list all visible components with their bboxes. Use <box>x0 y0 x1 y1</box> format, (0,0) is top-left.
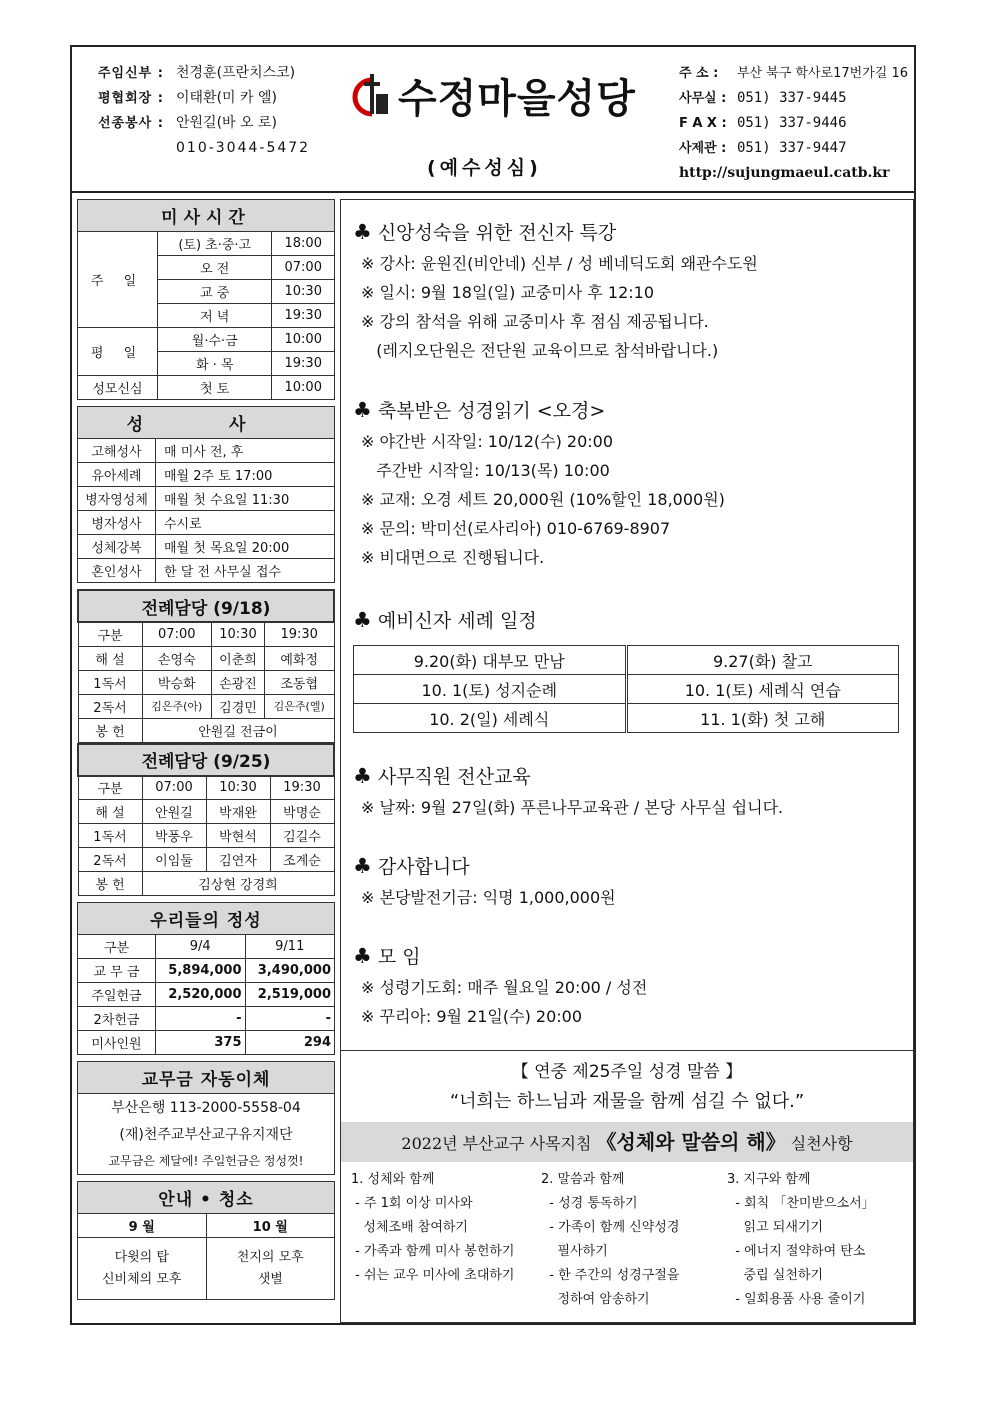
notice-meetings <box>353 942 647 1031</box>
mass-cell: 저 녁 <box>158 304 272 328</box>
liturgy-cell: 박재완 <box>206 800 270 824</box>
notice-baptism <box>353 606 537 637</box>
schedule-cell: 10. 1(토) 성지순례 <box>354 675 627 704</box>
fax-number: 051) 337-9446 <box>736 115 847 131</box>
liturgy-cell: 이임둘 <box>142 848 206 872</box>
liturgy-cell: 19:30 <box>264 622 334 646</box>
funeral-name: 안원길(바 오 로) <box>176 115 277 131</box>
baptism-schedule-table <box>353 645 899 733</box>
liturgy-cell: 김상현 강경희 <box>142 872 334 896</box>
policy-line: 필사하기 <box>541 1244 608 1259</box>
notice-it-training <box>353 762 783 822</box>
liturgy-cell: 1독서 <box>78 824 142 848</box>
notice-title: 예비신자 세례 일정 <box>377 610 537 632</box>
club-icon: ♣ <box>353 398 372 422</box>
liturgy-cell: 박풍우 <box>142 824 206 848</box>
liturgy-cell: 박명순 <box>270 800 334 824</box>
verse-title: 【 연중 제25주일 성경 말씀 】 <box>511 1062 743 1082</box>
liturgy-cell: 손영숙 <box>142 646 212 670</box>
sacrament-time: 매 미사 전, 후 <box>156 439 335 463</box>
sacraments-title: 성 사 <box>78 407 335 439</box>
notice-line: (레지오단원은 전단원 교육이므로 참석바랍니다.) <box>361 341 719 360</box>
website-link[interactable]: http://sujungmaeul.catb.kr <box>678 165 890 181</box>
club-icon: ♣ <box>353 220 372 244</box>
notice-line: ※ 비대면으로 진행됩니다. <box>361 548 545 567</box>
office-phone: 051) 337-9445 <box>736 90 847 106</box>
schedule-cell: 11. 1(화) 첫 고해 <box>626 704 899 733</box>
offering-cell: 3,490,000 <box>245 959 335 983</box>
cleaning-month: 9 월 <box>78 1214 207 1238</box>
sacrament-time: 한 달 전 사무실 접수 <box>156 559 335 583</box>
funeral-label: 선종봉사 : <box>98 116 164 131</box>
sacrament-name: 혼인성사 <box>78 559 156 583</box>
verse-text: “너희는 하느님과 재물을 함께 섬길 수 없다.” <box>449 1091 805 1112</box>
address-label: 주 소 : <box>678 66 719 81</box>
cleaning-month: 10 월 <box>206 1214 335 1238</box>
notice-line: ※ 꾸리아: 9월 21일(수) 20:00 <box>361 1007 583 1026</box>
policy-line: - 쉬는 교우 미사에 초대하기 <box>351 1268 515 1283</box>
offering-cell: 2,519,000 <box>245 983 335 1007</box>
header <box>72 47 914 193</box>
pastoral-policy-header <box>341 1122 913 1162</box>
schedule-cell: 10. 1(토) 세례식 연습 <box>626 675 899 704</box>
liturgy-cell: 예화정 <box>264 646 334 670</box>
policy-line: - 성경 통독하기 <box>541 1196 638 1211</box>
notice-line: 주간반 시작일: 10/13(목) 10:00 <box>361 461 610 480</box>
address-value: 부산 북구 학사로17번가길 16 <box>736 66 908 81</box>
policy-line: 3. 지구와 함께 <box>727 1172 811 1187</box>
autopay-note: 교무금은 제달에! 주일헌금은 정성껏! <box>78 1148 335 1175</box>
liturgy-title: 전례담당 (9/18) <box>78 590 334 622</box>
notice-title: 사무직원 전산교육 <box>377 766 531 788</box>
policy-line: 읽고 되새기기 <box>727 1220 824 1235</box>
mass-cell: 19:30 <box>272 304 335 328</box>
liturgy-cell: 구분 <box>78 776 142 800</box>
liturgy-cell: 봉 헌 <box>78 872 142 896</box>
notice-thanks <box>353 852 616 912</box>
policy-column-eucharist <box>351 1168 515 1288</box>
policy-line: - 일회용품 사용 줄이기 <box>727 1292 866 1307</box>
mass-cell: 18:00 <box>272 232 335 256</box>
club-icon: ♣ <box>353 944 372 968</box>
offering-cell: 주일헌금 <box>78 983 156 1007</box>
mass-cell: 성모신심 <box>78 376 158 400</box>
autopay-table <box>77 1061 335 1175</box>
offering-cell: 구분 <box>78 935 156 959</box>
liturgy-cell: 김연자 <box>206 848 270 872</box>
rectory-phone: 051) 337-9447 <box>736 140 847 156</box>
notice-line: ※ 야간반 시작일: 10/12(수) 20:00 <box>361 432 614 451</box>
sacrament-name: 병자영성체 <box>78 487 156 511</box>
notice-title: 감사합니다 <box>377 856 470 878</box>
policy-line: 정하여 암송하기 <box>541 1292 650 1307</box>
club-icon: ♣ <box>353 854 372 878</box>
liturgy-cell: 박승화 <box>142 670 212 694</box>
liturgy-cell: 안원길 <box>142 800 206 824</box>
liturgy-cell: 10:30 <box>206 776 270 800</box>
policy-theme: 《성체와 말씀의 해》 <box>596 1130 786 1154</box>
notice-line: ※ 일시: 9월 18일(일) 교중미사 후 12:10 <box>361 283 655 302</box>
mass-cell: 첫 토 <box>158 376 272 400</box>
liturgy-title: 전례담당 (9/25) <box>78 744 334 776</box>
liturgy-cell: 해 설 <box>78 800 142 824</box>
funeral-phone: 010-3044-5472 <box>176 140 311 156</box>
autopay-title: 교무금 자동이체 <box>78 1062 335 1094</box>
liturgy-cell: 김은주(아) <box>142 694 212 718</box>
notice-line: ※ 강의 참석을 위해 교중미사 후 점심 제공됩니다. <box>361 312 709 331</box>
liturgy-cell: 10:30 <box>212 622 265 646</box>
sacrament-time: 수시로 <box>156 511 335 535</box>
cleaning-group: 신비체의 모후 <box>102 1271 182 1287</box>
office-label: 사무실 : <box>678 91 727 106</box>
mass-times-title: 미사시간 <box>78 200 335 232</box>
sacrament-time: 매월 첫 목요일 20:00 <box>156 535 335 559</box>
liturgy-cell: 해 설 <box>78 646 142 670</box>
mass-cell: 오 전 <box>158 256 272 280</box>
notice-title: 신앙성숙을 위한 전신자 특강 <box>377 222 617 244</box>
liturgy-cell: 김은주(엘) <box>264 694 334 718</box>
notices-column <box>340 199 914 1323</box>
offering-cell: - <box>156 1007 246 1031</box>
schedule-cell: 9.27(화) 찰고 <box>626 646 899 675</box>
left-column <box>77 199 335 1300</box>
mass-cell: 10:00 <box>272 328 335 352</box>
header-left-info <box>98 61 310 160</box>
mass-cell: 월·수·금 <box>158 328 272 352</box>
liturgy-table-0918 <box>77 589 335 743</box>
liturgy-cell: 2독서 <box>78 848 142 872</box>
notice-line: ※ 문의: 박미선(로사리아) 010-6769-8907 <box>361 519 671 538</box>
offering-cell: 5,894,000 <box>156 959 246 983</box>
sacrament-name: 병자성사 <box>78 511 156 535</box>
liturgy-cell: 김길수 <box>270 824 334 848</box>
sacrament-name: 성체강복 <box>78 535 156 559</box>
notice-bible-reading <box>353 396 725 572</box>
liturgy-cell: 19:30 <box>270 776 334 800</box>
fax-label: F A X : <box>678 116 727 131</box>
liturgy-cell: 조계순 <box>270 848 334 872</box>
church-emblem-icon <box>350 70 394 122</box>
offering-table <box>77 902 335 1055</box>
bulletin-frame <box>70 45 916 1325</box>
schedule-cell: 9.20(화) 대부모 만남 <box>354 646 627 675</box>
notice-line: ※ 강사: 윤원진(비안네) 신부 / 성 베네딕도회 왜관수도원 <box>361 254 758 273</box>
cleaning-title: 안내 • 청소 <box>78 1182 335 1214</box>
policy-line: - 주 1회 이상 미사와 <box>351 1196 473 1211</box>
policy-column-word <box>541 1168 679 1312</box>
liturgy-cell: 이춘희 <box>212 646 265 670</box>
policy-line: - 한 주간의 성경구절을 <box>541 1268 680 1283</box>
notice-title: 축복받은 성경읽기 <오경> <box>377 400 606 422</box>
policy-pre: 2022년 부산교구 사목지침 <box>401 1134 592 1153</box>
sunday-label: 주 일 <box>78 232 158 328</box>
club-icon: ♣ <box>353 764 372 788</box>
mass-cell: 10:00 <box>272 376 335 400</box>
rectory-label: 사제관 : <box>678 141 727 156</box>
autopay-account: 부산은행 113-2000-5558-04 <box>78 1094 335 1121</box>
policy-column-earth <box>727 1168 875 1312</box>
sacrament-time: 매월 2주 토 17:00 <box>156 463 335 487</box>
sacrament-name: 유아세례 <box>78 463 156 487</box>
mass-cell: (토) 초·중·고 <box>158 232 272 256</box>
sacrament-time: 매월 첫 수요일 11:30 <box>156 487 335 511</box>
notice-line: ※ 교재: 오경 세트 20,000원 (10%할인 18,000원) <box>361 490 725 509</box>
notice-title: 모 임 <box>377 946 421 968</box>
liturgy-cell: 구분 <box>78 622 142 646</box>
council-label: 평협회장 : <box>98 91 164 106</box>
offering-cell: 294 <box>245 1031 335 1055</box>
sacrament-name: 고해성사 <box>78 439 156 463</box>
liturgy-cell: 1독서 <box>78 670 142 694</box>
schedule-cell: 10. 2(일) 세례식 <box>354 704 627 733</box>
offering-cell: 미사인원 <box>78 1031 156 1055</box>
church-subtitle: (예수성심) <box>427 157 542 179</box>
autopay-holder: (재)천주교부산교구유지재단 <box>78 1121 335 1148</box>
liturgy-cell: 손광진 <box>212 670 265 694</box>
notice-line: ※ 날짜: 9월 27일(화) 푸른나무교육관 / 본당 사무실 쉽니다. <box>361 798 784 817</box>
cleaning-group: 다윗의 탑 <box>114 1249 169 1265</box>
header-right-info <box>679 61 908 185</box>
mass-times-table <box>77 199 335 400</box>
policy-line: 성체조배 참여하기 <box>351 1220 468 1235</box>
policy-line: - 가족과 함께 미사 봉헌하기 <box>351 1244 515 1259</box>
notice-line: ※ 본당발전기금: 익명 1,000,000원 <box>361 888 616 907</box>
liturgy-cell: 07:00 <box>142 776 206 800</box>
offering-cell: 교 무 금 <box>78 959 156 983</box>
notice-line: ※ 성령기도회: 매주 월요일 20:00 / 성전 <box>361 978 648 997</box>
policy-post: 실천사항 <box>790 1134 853 1153</box>
notice-lecture <box>353 218 758 365</box>
church-title: 수정마을성당 <box>398 76 636 122</box>
policy-line: - 에너지 절약하여 탄소 <box>727 1244 866 1259</box>
policy-line: 중립 실천하기 <box>727 1268 824 1283</box>
church-logo <box>350 67 636 124</box>
policy-line: 2. 말씀과 함께 <box>541 1172 625 1187</box>
council-name: 이태환(미 카 엘) <box>176 90 277 106</box>
weekday-label: 평 일 <box>78 328 158 376</box>
cleaning-group: 샛별 <box>257 1271 283 1287</box>
policy-line: - 가족이 함께 신약성경 <box>541 1220 680 1235</box>
mass-cell: 화 · 목 <box>158 352 272 376</box>
policy-line: 1. 성체와 함께 <box>351 1172 435 1187</box>
policy-line: - 회칙 「찬미받으소서」 <box>727 1196 875 1211</box>
offering-cell: 2차헌금 <box>78 1007 156 1031</box>
mass-cell: 07:00 <box>272 256 335 280</box>
mass-cell: 교 중 <box>158 280 272 304</box>
club-icon: ♣ <box>353 608 372 632</box>
cleaning-table <box>77 1181 335 1300</box>
pastor-label: 주임신부 : <box>98 66 164 81</box>
offering-cell: 9/11 <box>245 935 335 959</box>
liturgy-cell: 07:00 <box>142 622 212 646</box>
offering-cell: - <box>245 1007 335 1031</box>
offering-cell: 375 <box>156 1031 246 1055</box>
liturgy-cell: 조동협 <box>264 670 334 694</box>
mass-cell: 10:30 <box>272 280 335 304</box>
mass-cell: 19:30 <box>272 352 335 376</box>
liturgy-table-0925 <box>77 743 335 897</box>
cleaning-group: 천지의 모후 <box>236 1249 304 1265</box>
scripture-verse-box <box>341 1050 913 1122</box>
liturgy-cell: 봉 헌 <box>78 718 142 742</box>
pastor-name: 천경훈(프란치스코) <box>176 65 296 81</box>
liturgy-cell: 안원길 전금이 <box>142 718 334 742</box>
liturgy-cell: 박현석 <box>206 824 270 848</box>
offering-title: 우리들의 정성 <box>78 903 335 935</box>
sacraments-table <box>77 406 335 583</box>
offering-cell: 2,520,000 <box>156 983 246 1007</box>
offering-cell: 9/4 <box>156 935 246 959</box>
liturgy-cell: 김경민 <box>212 694 265 718</box>
liturgy-cell: 2독서 <box>78 694 142 718</box>
